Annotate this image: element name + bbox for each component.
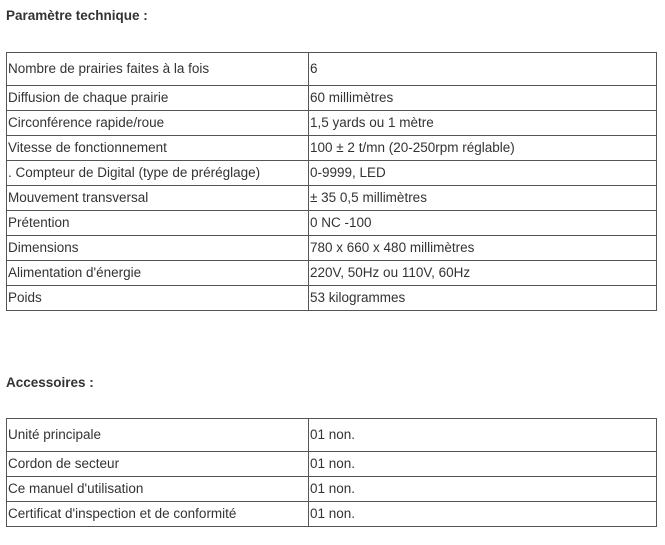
- spec-value: 780 x 660 x 480 millimètres: [309, 236, 657, 261]
- table-row: [7, 236, 657, 261]
- accessory-value: 01 non.: [309, 477, 657, 502]
- accessory-value: 01 non.: [309, 419, 657, 452]
- table-row: [7, 161, 657, 186]
- table-row: [7, 419, 657, 452]
- table-row: [7, 286, 657, 311]
- spec-label: Diffusion de chaque prairie: [7, 86, 309, 111]
- accessories-table: [6, 418, 657, 527]
- technical-spec-table: [6, 52, 657, 311]
- accessory-value: 01 non.: [309, 502, 657, 527]
- table-row: [7, 211, 657, 236]
- table-row: [7, 261, 657, 286]
- spec-label: Mouvement transversal: [7, 186, 309, 211]
- accessory-label: Cordon de secteur: [7, 452, 309, 477]
- table-row: [7, 86, 657, 111]
- table-row: [7, 136, 657, 161]
- spec-value: 220V, 50Hz ou 110V, 60Hz: [309, 261, 657, 286]
- spec-value: 100 ± 2 t/mn (20-250rpm réglable): [309, 136, 657, 161]
- table-row: [7, 502, 657, 527]
- accessory-value: 01 non.: [309, 452, 657, 477]
- spec-value: ± 35 0,5 millimètres: [309, 186, 657, 211]
- spec-label: Nombre de prairies faites à la fois: [7, 53, 309, 86]
- table-row: [7, 111, 657, 136]
- spec-value: 0-9999, LED: [309, 161, 657, 186]
- table-row: [7, 477, 657, 502]
- spec-label: Alimentation d'énergie: [7, 261, 309, 286]
- accessories-section-title: Accessoires :: [6, 375, 94, 390]
- table-row: [7, 186, 657, 211]
- spec-value: 60 millimètres: [309, 86, 657, 111]
- table-row: [7, 53, 657, 86]
- technical-section-title: Paramètre technique :: [6, 8, 148, 23]
- spec-label: Poids: [7, 286, 309, 311]
- spec-value: 0 NC -100: [309, 211, 657, 236]
- accessory-label: Ce manuel d'utilisation: [7, 477, 309, 502]
- spec-value: 6: [309, 53, 657, 86]
- spec-label: Circonférence rapide/roue: [7, 111, 309, 136]
- spec-value: 53 kilogrammes: [309, 286, 657, 311]
- accessory-label: Unité principale: [7, 419, 309, 452]
- accessory-label: Certificat d'inspection et de conformité: [7, 502, 309, 527]
- spec-label: Prétention: [7, 211, 309, 236]
- spec-label: Vitesse de fonctionnement: [7, 136, 309, 161]
- spec-label: Dimensions: [7, 236, 309, 261]
- spec-value: 1,5 yards ou 1 mètre: [309, 111, 657, 136]
- table-row: [7, 452, 657, 477]
- spec-label: . Compteur de Digital (type de préréglage): [7, 161, 309, 186]
